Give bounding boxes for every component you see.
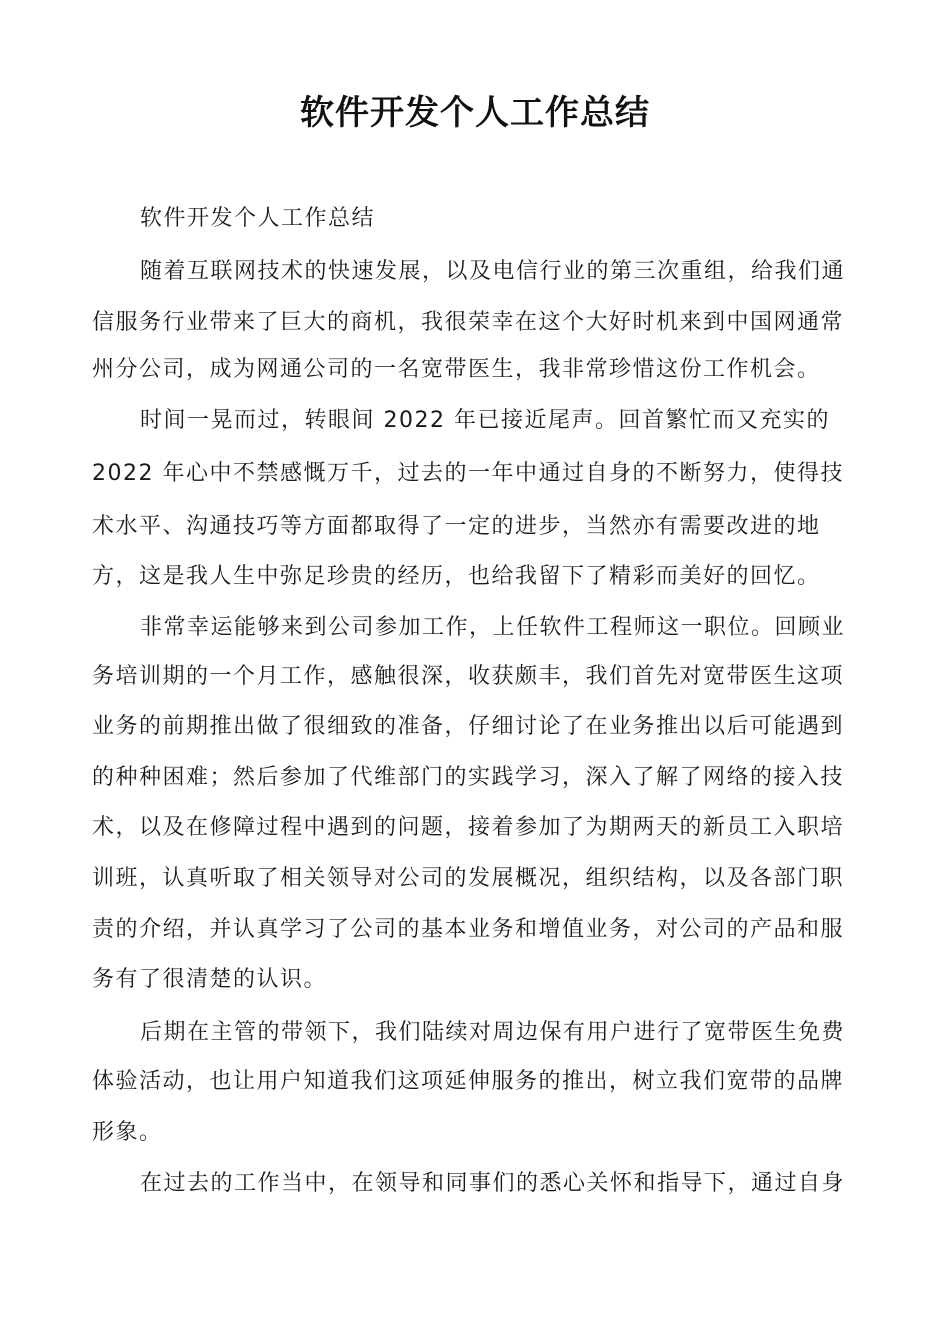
paragraph-line: 随着互联网技术的快速发展，以及电信行业的第三次重组，给我们通 [140,259,846,284]
paragraph-line: 形象。 [92,1120,163,1145]
paragraph-line: 训班，认真听取了相关领导对公司的发展概况，组织结构，以及各部门职 [92,866,845,891]
paragraph-line: 在过去的工作当中，在领导和同事们的悉心关怀和指导下，通过自身 [140,1171,846,1196]
paragraph-line: 体验活动，也让用户知道我们这项延伸服务的推出，树立我们宽带的品牌 [92,1069,845,1094]
paragraph-line: 州分公司，成为网通公司的一名宽带医生，我非常珍惜这份工作机会。 [92,357,821,382]
paragraph-line: 非常幸运能够来到公司参加工作，上任软件工程师这一职位。回顾业 [140,615,846,640]
paragraph-line: 术，以及在修障过程中遇到的问题，接着参加了为期两天的新员工入职培 [92,815,845,840]
paragraph-line: 业务的前期推出做了很细致的准备，仔细讨论了在业务推出以后可能遇到 [92,714,845,739]
paragraph-line: 后期在主管的带领下，我们陆续对周边保有用户进行了宽带医生免费 [140,1020,846,1045]
paragraph-line: 责的介绍，并认真学习了公司的基本业务和增值业务，对公司的产品和服 [92,917,845,942]
document-title: 软件开发个人工作总结 [300,93,650,133]
paragraph-line: 的种种困难；然后参加了代维部门的实践学习，深入了解了网络的接入技 [92,765,845,790]
paragraph-line: 信服务行业带来了巨大的商机，我很荣幸在这个大好时机来到中国网通常 [92,310,845,335]
paragraph-line: 时间一晃而过，转眼间 2022 年已接近尾声。回首繁忙而又充实的 [140,408,830,433]
paragraph-line: 务有了很清楚的认识。 [92,967,328,992]
paragraph-line: 务培训期的一个月工作，感触很深，收获颇丰，我们首先对宽带医生这项 [92,664,845,689]
paragraph-line: 2022 年心中不禁感慨万千，过去的一年中通过自身的不断努力，使得技 [92,461,844,486]
paragraph-line: 软件开发个人工作总结 [140,206,376,231]
paragraph-line: 方，这是我人生中弥足珍贵的经历，也给我留下了精彩而美好的回忆。 [92,564,821,589]
paragraph-line: 术水平、沟通技巧等方面都取得了一定的进步，当然亦有需要改进的地 [92,514,821,539]
